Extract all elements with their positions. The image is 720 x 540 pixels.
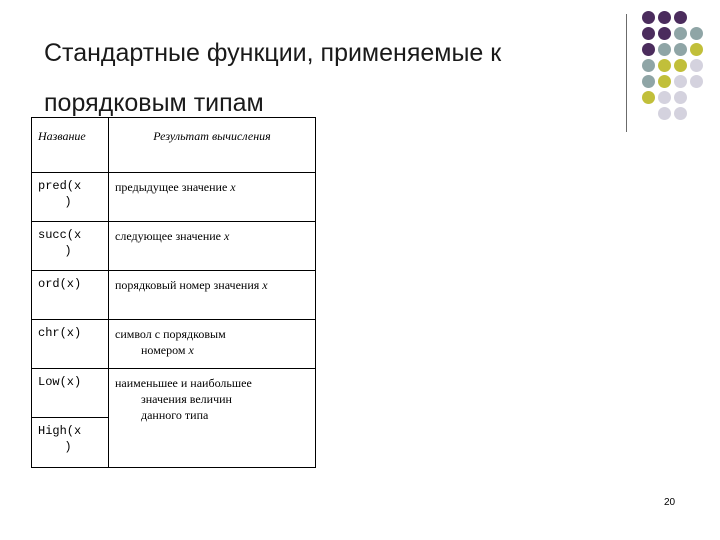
func-text: High(x	[38, 424, 82, 438]
table-row	[32, 271, 316, 320]
dot	[642, 43, 655, 56]
decorative-divider	[626, 14, 627, 132]
dot	[642, 91, 655, 104]
desc-text: символ с порядковым	[115, 327, 226, 341]
table-row	[32, 369, 316, 418]
dot	[658, 75, 671, 88]
desc-text: предыдущее значение	[115, 180, 231, 194]
desc-cell	[109, 173, 316, 222]
desc-text-cont: данного типа	[141, 408, 209, 422]
dot	[658, 43, 671, 56]
title-line-1: Стандартные функции, применяемые к	[44, 39, 502, 67]
func-text-wrap: )	[64, 244, 72, 258]
dot	[674, 59, 687, 72]
dot	[658, 91, 671, 104]
desc-cell	[109, 320, 316, 369]
dot	[658, 27, 671, 40]
dot	[674, 107, 687, 120]
dot	[690, 43, 703, 56]
dot	[658, 11, 671, 24]
func-cell	[32, 369, 109, 418]
title-line-2: порядковым типам	[44, 89, 264, 117]
func-text: ord(x)	[38, 277, 82, 291]
dot	[674, 91, 687, 104]
dot	[690, 75, 703, 88]
func-cell	[32, 418, 109, 468]
dot	[674, 43, 687, 56]
func-text: succ(x	[38, 228, 82, 242]
dot	[658, 107, 671, 120]
dot	[658, 59, 671, 72]
func-text: pred(x	[38, 179, 82, 193]
desc-text: следующее значение	[115, 229, 224, 243]
dot	[642, 27, 655, 40]
func-cell	[32, 271, 109, 320]
dot	[674, 11, 687, 24]
func-text-wrap: )	[64, 195, 72, 209]
desc-var: x	[262, 278, 268, 292]
desc-text-cont	[115, 342, 311, 358]
desc-text: порядковый номер значения	[115, 278, 263, 292]
desc-cell-merged	[109, 369, 316, 468]
desc-text-cont: значения величин	[141, 392, 232, 406]
func-cell	[32, 320, 109, 369]
desc-cell	[109, 271, 316, 320]
dot	[642, 75, 655, 88]
desc-text: наименьшее и наибольшее	[115, 376, 252, 390]
header-name: Название	[32, 118, 109, 173]
table-header-row	[32, 118, 316, 173]
functions-table	[31, 117, 316, 468]
table-row	[32, 222, 316, 271]
func-text: Low(x)	[38, 375, 82, 389]
dot	[690, 27, 703, 40]
func-text: chr(x)	[38, 326, 82, 340]
dot	[690, 59, 703, 72]
dot	[642, 11, 655, 24]
func-text-wrap: )	[64, 440, 72, 454]
dot	[674, 27, 687, 40]
desc-var: x	[223, 229, 230, 243]
desc-var: x	[188, 343, 194, 357]
slide-title	[44, 28, 604, 128]
header-result: Результат вычисления	[109, 118, 316, 173]
func-cell	[32, 173, 109, 222]
desc-text: номером	[141, 343, 189, 357]
table-row	[32, 173, 316, 222]
dot	[674, 75, 687, 88]
desc-var: x	[230, 180, 236, 194]
page-number: 20	[664, 497, 676, 508]
table-row	[32, 320, 316, 369]
dot	[642, 59, 655, 72]
func-cell	[32, 222, 109, 271]
desc-cell	[109, 222, 316, 271]
